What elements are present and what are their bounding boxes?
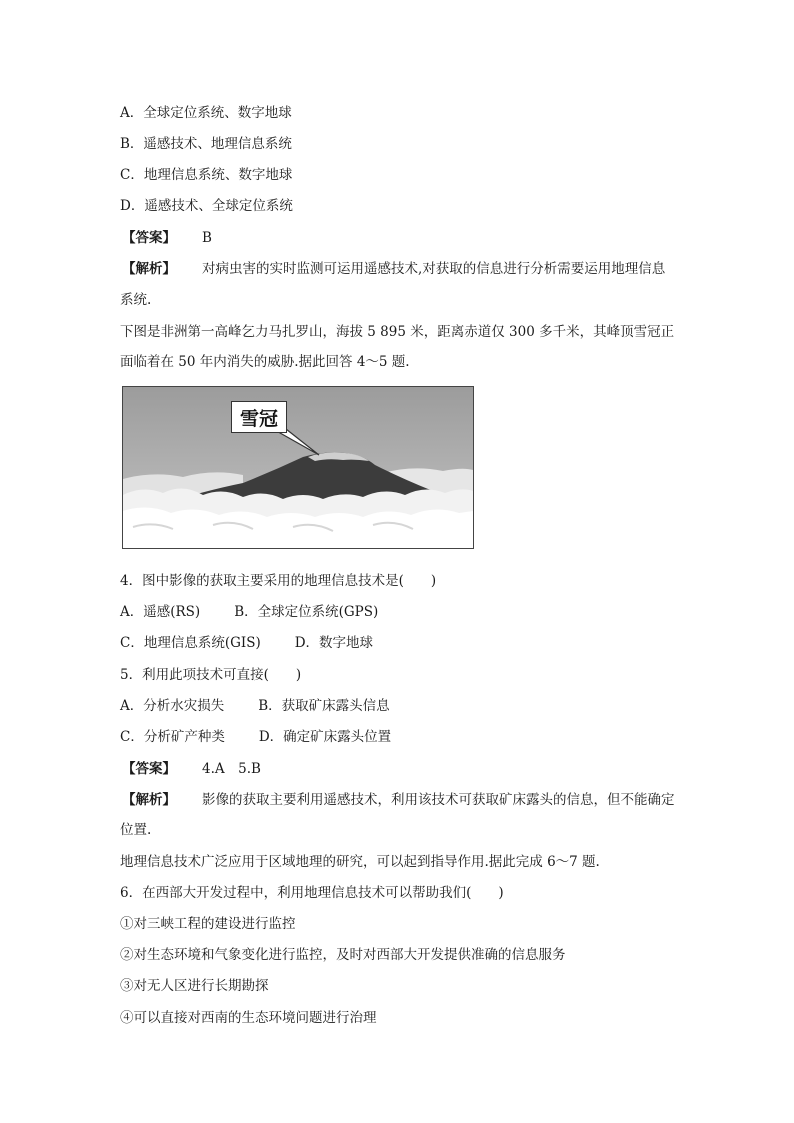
q4-option-a: A．遥感(RS) [120,604,201,620]
q6-option-2: ②对生态环境和气象变化进行监控，及时对西部大开发提供准确的信息服务 [120,947,566,963]
q5-option-b: B．获取矿床露头信息 [258,698,390,714]
q6-stem: 6．在西部大开发过程中，利用地理信息技术可以帮助我们( ) [120,885,504,901]
analysis-1 [122,259,665,279]
answer-2 [122,759,261,779]
snow-cap-callout: 雪冠 [231,401,287,433]
q4-option-c: C．地理信息系统(GIS) [120,635,261,651]
q4-options-row2 [120,633,373,653]
q6-option-3: ③对无人区进行长期勘探 [120,978,269,994]
q5-options-row1 [120,696,390,716]
analysis-2-cont: 位置. [120,822,152,838]
answer-2-label: 【答案】 [122,761,176,777]
q5-option-c: C．分析矿产种类 [120,729,225,745]
answer-1 [122,228,212,248]
answer-1-label: 【答案】 [122,230,176,246]
analysis-2-text: 影像的获取主要利用遥感技术，利用该技术可获取矿床露头的信息，但不能确定 [202,792,675,808]
q4-option-d: D．数字地球 [294,635,374,651]
intro-45-line2: 面临着在 50 年内消失的威胁.据此回答 4～5 题. [120,354,410,370]
q4-options-row1 [120,602,378,622]
answer-2-value: 4.A 5.B [202,761,261,777]
q3-option-c: C．地理信息系统、数字地球 [120,167,293,183]
q4-stem: 4．图中影像的获取主要采用的地理信息技术是( ) [120,573,437,589]
q6-option-1: ①对三峡工程的建设进行监控 [120,916,296,932]
analysis-1-label: 【解析】 [122,261,176,277]
q5-options-row2 [120,727,391,747]
intro-45-line1: 下图是非洲第一高峰乞力马扎罗山，海拔 5 895 米，距离赤道仅 300 多千米，其峰顶雪冠正 [120,324,675,340]
analysis-2 [122,790,675,810]
mountain-image [123,387,473,548]
q3-option-a: A．全球定位系统、数字地球 [120,105,292,121]
analysis-1-cont: 系统. [120,292,152,308]
kilimanjaro-photo [122,386,474,549]
q6-option-4: ④可以直接对西南的生态环境问题进行治理 [120,1010,377,1026]
intro-67: 地理信息技术广泛应用于区域地理的研究，可以起到指导作用.据此完成 6～7 题. [120,854,600,870]
q3-option-d: D．遥感技术、全球定位系统 [120,198,293,214]
q3-option-b: B．遥感技术、地理信息系统 [120,136,292,152]
analysis-1-text: 对病虫害的实时监测可运用遥感技术,对获取的信息进行分析需要运用地理信息 [202,261,666,277]
q5-option-a: A．分析水灾损失 [120,698,225,714]
analysis-2-label: 【解析】 [122,792,176,808]
q5-option-d: D．确定矿床露头位置 [258,729,392,745]
answer-1-value: B [202,230,212,246]
q5-stem: 5．利用此项技术可直接( ) [120,667,302,683]
q4-option-b: B．全球定位系统(GPS) [234,604,379,620]
